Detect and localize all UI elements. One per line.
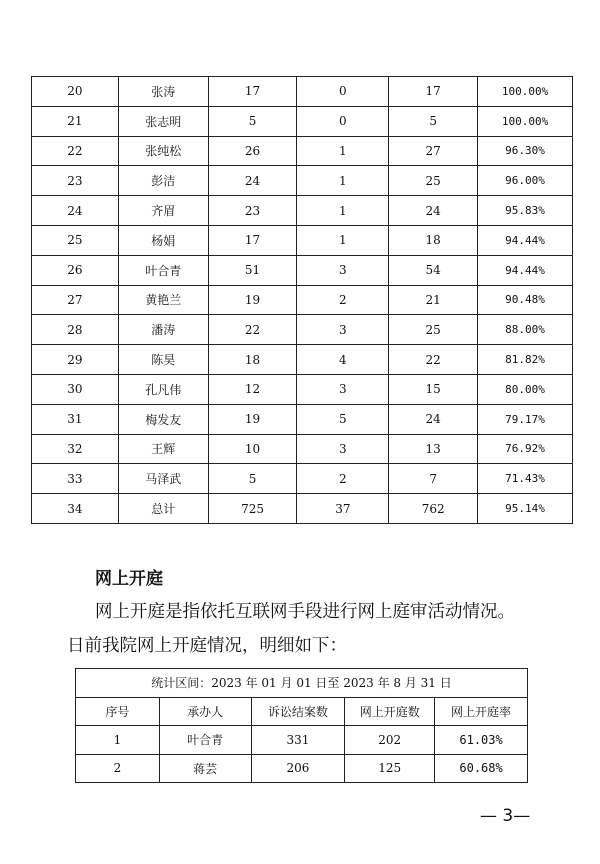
table-row <box>76 726 528 755</box>
row-number: 24 <box>32 196 119 226</box>
value-a: 24 <box>208 166 297 196</box>
value-b: 3 <box>297 255 389 285</box>
value-b: 1 <box>297 225 389 255</box>
value-c: 27 <box>389 136 478 166</box>
row-number: 26 <box>32 255 119 285</box>
row-number: 28 <box>32 315 119 345</box>
handler-name: 张涛 <box>118 77 208 107</box>
table-row <box>32 166 573 196</box>
row-number: 20 <box>32 77 119 107</box>
value-c: 22 <box>389 345 478 375</box>
value-b: 0 <box>297 77 389 107</box>
section-heading: 网上开庭 <box>95 569 163 589</box>
row-number: 30 <box>32 374 119 404</box>
rate: 96.00% <box>478 166 573 196</box>
value-a: 17 <box>208 77 297 107</box>
online-rate: 60.68% <box>435 754 528 783</box>
value-c: 24 <box>389 196 478 226</box>
row-number: 31 <box>32 404 119 434</box>
closed-cases: 331 <box>251 726 345 755</box>
header-cell: 网上开庭数 <box>345 697 435 726</box>
value-a: 5 <box>208 464 297 494</box>
row-number: 22 <box>32 136 119 166</box>
value-c: 5 <box>389 106 478 136</box>
rate: 90.48% <box>478 285 573 315</box>
value-a: 12 <box>208 374 297 404</box>
value-a: 5 <box>208 106 297 136</box>
rate: 100.00% <box>478 77 573 107</box>
header-cell: 序号 <box>76 697 160 726</box>
handler-name: 王辉 <box>118 434 208 464</box>
page-number: — 3— <box>480 806 531 826</box>
table-row <box>32 374 573 404</box>
handler-name: 杨娟 <box>118 225 208 255</box>
row-number: 29 <box>32 345 119 375</box>
value-c: 762 <box>389 494 478 524</box>
value-a: 26 <box>208 136 297 166</box>
table-row <box>32 196 573 226</box>
ranking-table <box>31 76 573 524</box>
value-a: 10 <box>208 434 297 464</box>
header-row <box>76 697 528 726</box>
online-hearings: 125 <box>345 754 435 783</box>
table-row <box>32 315 573 345</box>
rate: 96.30% <box>478 136 573 166</box>
handler-name: 张志明 <box>118 106 208 136</box>
handler-name: 叶合青 <box>118 255 208 285</box>
value-c: 17 <box>389 77 478 107</box>
handler-name: 黄艳兰 <box>118 285 208 315</box>
row-number: 34 <box>32 494 119 524</box>
row-number: 32 <box>32 434 119 464</box>
row-number: 25 <box>32 225 119 255</box>
handler-name: 叶合青 <box>159 726 251 755</box>
value-c: 25 <box>389 315 478 345</box>
row-number: 2 <box>76 754 160 783</box>
table-row <box>32 106 573 136</box>
table-row <box>32 225 573 255</box>
handler-name: 张纯松 <box>118 136 208 166</box>
value-b: 0 <box>297 106 389 136</box>
value-c: 15 <box>389 374 478 404</box>
rate: 88.00% <box>478 315 573 345</box>
online-rate: 61.03% <box>435 726 528 755</box>
value-a: 19 <box>208 285 297 315</box>
value-b: 2 <box>297 464 389 494</box>
value-b: 3 <box>297 315 389 345</box>
value-c: 21 <box>389 285 478 315</box>
value-c: 13 <box>389 434 478 464</box>
handler-name: 陈昊 <box>118 345 208 375</box>
value-c: 25 <box>389 166 478 196</box>
value-c: 7 <box>389 464 478 494</box>
rate: 95.14% <box>478 494 573 524</box>
row-number: 1 <box>76 726 160 755</box>
value-b: 1 <box>297 136 389 166</box>
value-b: 3 <box>297 374 389 404</box>
table-row <box>32 434 573 464</box>
value-a: 18 <box>208 345 297 375</box>
handler-name: 潘涛 <box>118 315 208 345</box>
table-row <box>32 345 573 375</box>
row-number: 21 <box>32 106 119 136</box>
period-cell: 统计区间：2023 年 01 月 01 日至 2023 年 8 月 31 日 <box>76 669 528 698</box>
value-a: 23 <box>208 196 297 226</box>
handler-name: 齐眉 <box>118 196 208 226</box>
table-row <box>32 285 573 315</box>
table-row <box>76 754 528 783</box>
handler-name: 马泽武 <box>118 464 208 494</box>
handler-name: 孔凡伟 <box>118 374 208 404</box>
value-a: 17 <box>208 225 297 255</box>
table-row <box>32 77 573 107</box>
intro-paragraph-line-2: 日前我院网上开庭情况，明细如下： <box>67 636 347 656</box>
value-b: 2 <box>297 285 389 315</box>
rate: 100.00% <box>478 106 573 136</box>
rate: 71.43% <box>478 464 573 494</box>
value-c: 54 <box>389 255 478 285</box>
rate: 80.00% <box>478 374 573 404</box>
table-row <box>32 494 573 524</box>
row-number: 23 <box>32 166 119 196</box>
header-cell: 网上开庭率 <box>435 697 528 726</box>
value-b: 1 <box>297 196 389 226</box>
handler-name: 彭洁 <box>118 166 208 196</box>
row-number: 33 <box>32 464 119 494</box>
value-a: 725 <box>208 494 297 524</box>
row-number: 27 <box>32 285 119 315</box>
intro-paragraph-line-1: 网上开庭是指依托互联网手段进行网上庭审活动情况。 <box>95 602 515 622</box>
value-a: 51 <box>208 255 297 285</box>
closed-cases: 206 <box>251 754 345 783</box>
handler-name: 梅发友 <box>118 404 208 434</box>
table-row <box>32 136 573 166</box>
handler-name: 总计 <box>118 494 208 524</box>
table-row <box>32 404 573 434</box>
value-a: 22 <box>208 315 297 345</box>
value-c: 18 <box>389 225 478 255</box>
rate: 94.44% <box>478 225 573 255</box>
rate: 94.44% <box>478 255 573 285</box>
rate: 76.92% <box>478 434 573 464</box>
value-b: 1 <box>297 166 389 196</box>
online-hearings: 202 <box>345 726 435 755</box>
table-row <box>32 255 573 285</box>
rate: 81.82% <box>478 345 573 375</box>
value-c: 24 <box>389 404 478 434</box>
header-cell: 诉讼结案数 <box>251 697 345 726</box>
value-b: 5 <box>297 404 389 434</box>
value-a: 19 <box>208 404 297 434</box>
rate: 95.83% <box>478 196 573 226</box>
header-cell: 承办人 <box>159 697 251 726</box>
value-b: 37 <box>297 494 389 524</box>
period-row <box>76 669 528 698</box>
online-hearing-table <box>75 668 528 783</box>
value-b: 3 <box>297 434 389 464</box>
value-b: 4 <box>297 345 389 375</box>
table-row <box>32 464 573 494</box>
handler-name: 蒋芸 <box>159 754 251 783</box>
rate: 79.17% <box>478 404 573 434</box>
